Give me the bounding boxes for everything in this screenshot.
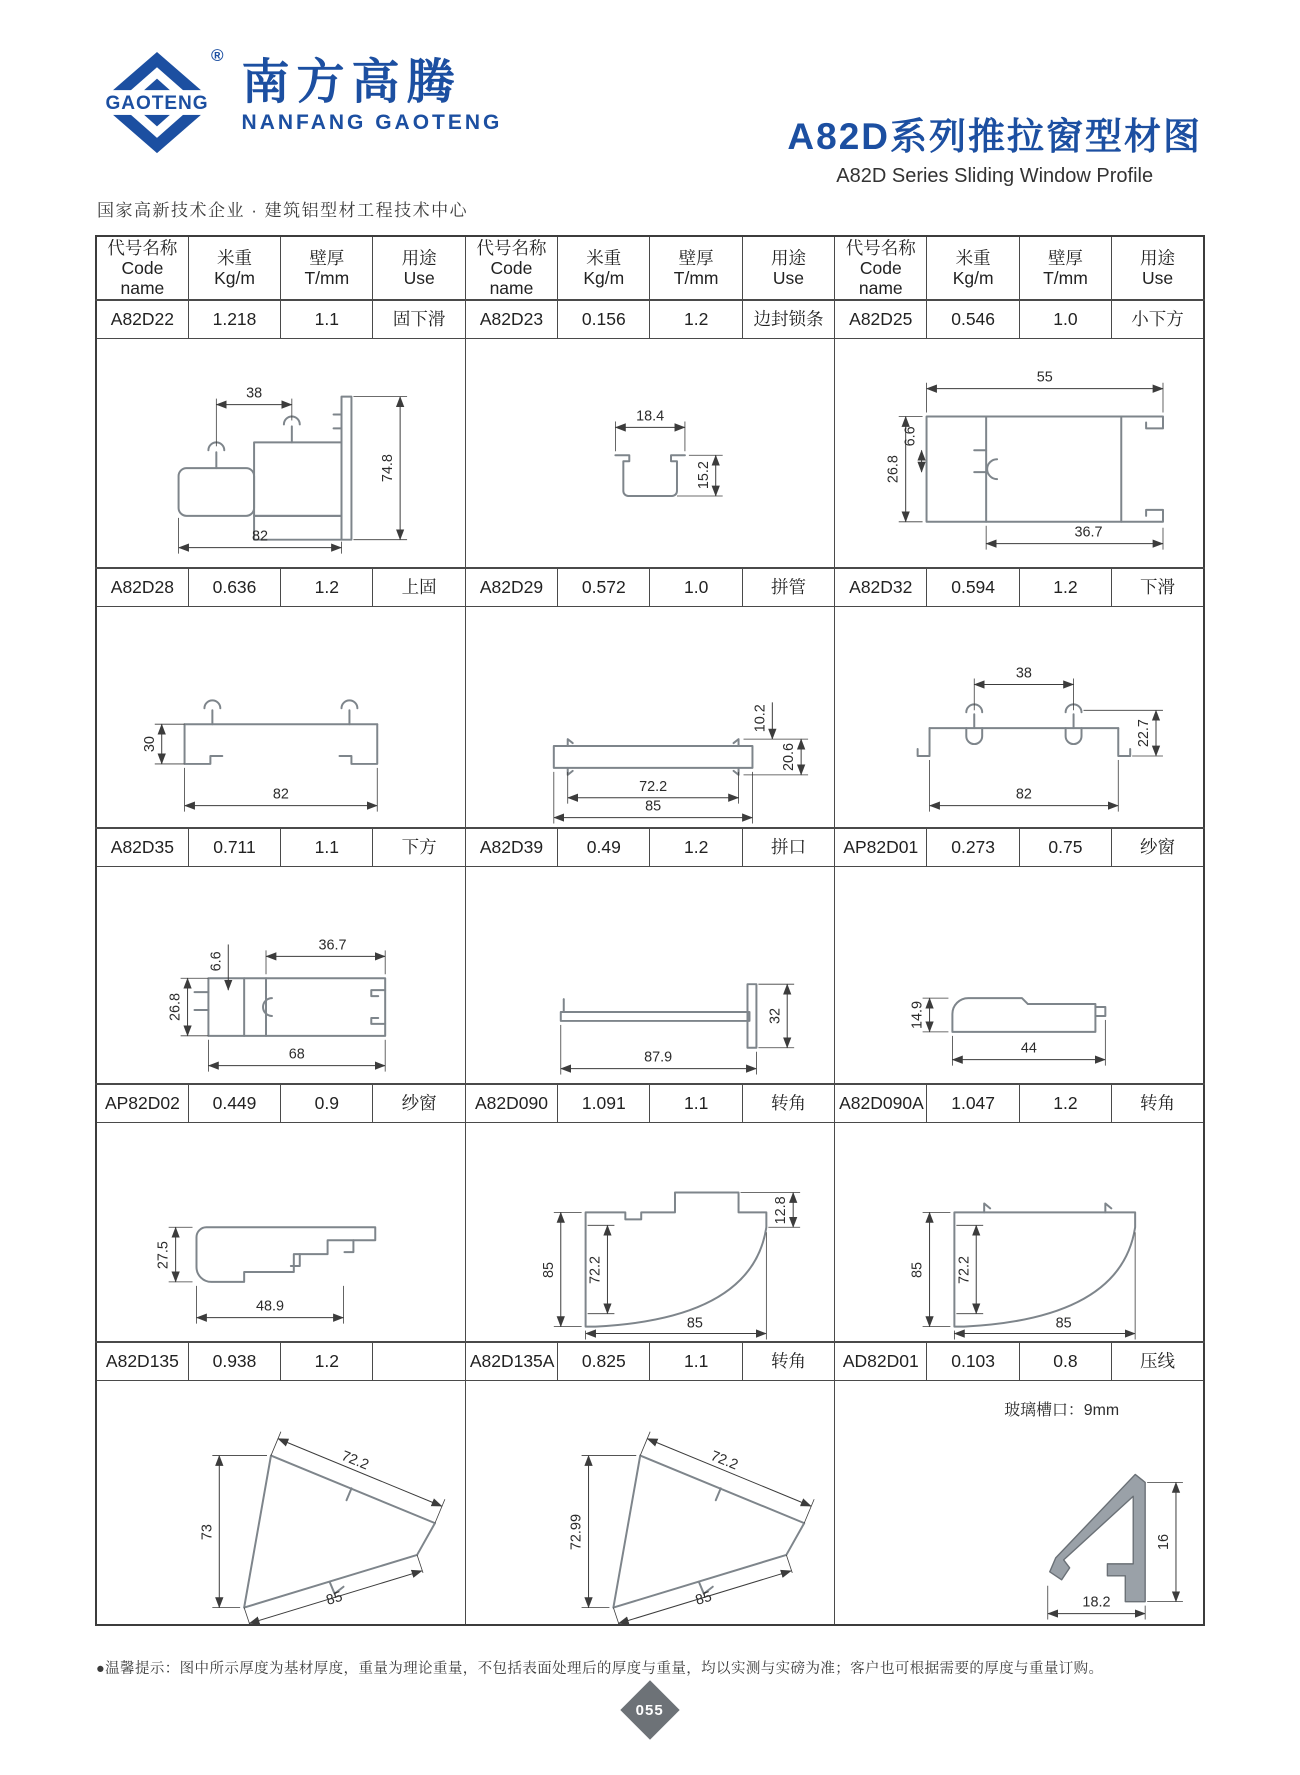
weight-cell: 1.091 (558, 1084, 650, 1122)
dim-label: 38 (246, 385, 263, 402)
profile-outline (196, 1227, 375, 1282)
header-thickness: 壁厚 T/mm (281, 236, 373, 300)
header-weight: 米重 Kg/m (558, 236, 650, 300)
profile-outline (585, 1192, 766, 1326)
code-cell: A82D135A (465, 1342, 557, 1380)
profile-outline (195, 978, 386, 1036)
drawing-a82d32 (835, 606, 1204, 828)
drawing-a82d090 (465, 1122, 834, 1342)
dimension-lines (199, 1431, 445, 1624)
dim-label: 26.8 (885, 454, 902, 483)
code-cell: A82D32 (835, 568, 927, 606)
dim-label: 73 (199, 1523, 216, 1540)
brand-logo-block (95, 46, 502, 160)
dim-label: 10.2 (752, 703, 769, 732)
profile-spec-table (95, 235, 1205, 1626)
dim-label: 82 (272, 786, 289, 803)
drawing-ap82d01 (835, 866, 1204, 1084)
page-title-cn: A82D系列推拉窗型材图 (787, 116, 1202, 157)
thickness-cell: 0.75 (1019, 828, 1111, 866)
profile-outline (554, 739, 753, 775)
weight-cell: 0.711 (188, 828, 280, 866)
dim-label: 72.2 (638, 778, 667, 795)
drawing-row (96, 866, 1204, 1084)
code-cell: A82D25 (835, 300, 927, 338)
dim-label: 30 (141, 735, 158, 752)
dim-label: 87.9 (643, 1049, 672, 1066)
dimension-lines (156, 1227, 344, 1323)
dim-label: 18.2 (1082, 1594, 1111, 1611)
use-cell: 小下方 (1112, 300, 1204, 338)
weight-cell: 0.594 (927, 568, 1019, 606)
header-thickness: 壁厚 T/mm (650, 236, 742, 300)
header-use: 用途 Use (742, 236, 834, 300)
profile-outline (613, 1455, 804, 1607)
dim-label: 26.8 (167, 992, 184, 1021)
use-cell: 纱窗 (373, 1084, 465, 1122)
profile-outline (244, 1455, 435, 1607)
use-cell: 边封锁条 (742, 300, 834, 338)
drawing-ap82d02 (96, 1122, 465, 1342)
dim-label: 6.6 (208, 950, 225, 971)
weight-cell: 1.218 (188, 300, 280, 338)
dim-label: 74.8 (380, 453, 397, 482)
dim-label: 68 (288, 1046, 305, 1063)
page-title-en: A82D Series Sliding Window Profile (836, 165, 1154, 187)
use-cell: 下滑 (1112, 568, 1204, 606)
page-number: 055 (635, 1701, 665, 1719)
dim-label: 38 (1016, 665, 1033, 682)
dim-label: 44 (1020, 1040, 1038, 1057)
drawing-ad82d01 (835, 1380, 1204, 1625)
thickness-cell: 1.0 (1019, 300, 1111, 338)
weight-cell: 0.449 (188, 1084, 280, 1122)
drawing-a82d29 (465, 606, 834, 828)
dim-label: 20.6 (780, 742, 797, 771)
thickness-cell: 1.0 (650, 568, 742, 606)
weight-cell: 0.636 (188, 568, 280, 606)
code-cell: A82D35 (96, 828, 188, 866)
dim-label: 14.9 (909, 1000, 926, 1029)
dim-label: 18.4 (635, 407, 664, 424)
code-cell: AP82D02 (96, 1084, 188, 1122)
dimension-lines (930, 665, 1163, 811)
use-cell: 纱窗 (1112, 828, 1204, 866)
code-cell: A82D23 (465, 300, 557, 338)
thickness-cell: 1.1 (281, 828, 373, 866)
code-cell: AP82D01 (835, 828, 927, 866)
profile-outline (615, 455, 685, 496)
header-weight: 米重 Kg/m (188, 236, 280, 300)
dim-label: 72.2 (338, 1447, 371, 1473)
dim-label: 85 (693, 1588, 714, 1609)
dimension-lines (554, 702, 808, 823)
dim-label: 22.7 (1136, 718, 1153, 747)
header-weight: 米重 Kg/m (927, 236, 1019, 300)
spec-row (96, 828, 1204, 866)
use-cell: 固下滑 (373, 300, 465, 338)
thickness-cell: 0.9 (281, 1084, 373, 1122)
profile-outline (953, 998, 1106, 1032)
drawing-a82d23 (465, 338, 834, 568)
use-cell: 压线 (1112, 1342, 1204, 1380)
profile-outline (1050, 1474, 1145, 1601)
dim-label: 6.6 (902, 425, 919, 446)
code-cell: A82D29 (465, 568, 557, 606)
gaoteng-diamond-logo-icon (95, 46, 219, 160)
dim-label: 85 (540, 1261, 557, 1278)
code-cell: A82D39 (465, 828, 557, 866)
weight-cell: 0.49 (558, 828, 650, 866)
dim-label: 72.2 (587, 1255, 604, 1284)
header-code: 代号名称 Code name (835, 236, 927, 300)
dim-label: 82 (252, 528, 269, 545)
drawing-a82d25 (835, 338, 1204, 568)
dimension-lines (142, 724, 377, 811)
thickness-cell: 1.2 (650, 300, 742, 338)
brand-name-cn: 南方高腾 (241, 56, 462, 109)
thickness-cell: 1.1 (650, 1342, 742, 1380)
header-use: 用途 Use (373, 236, 465, 300)
thickness-cell: 1.2 (281, 568, 373, 606)
header-code: 代号名称 Code name (96, 236, 188, 300)
dim-label: 32 (767, 1007, 784, 1024)
thickness-cell: 1.1 (650, 1084, 742, 1122)
thickness-cell: 1.2 (650, 828, 742, 866)
drawing-a82d22 (96, 338, 465, 568)
weight-cell: 0.825 (558, 1342, 650, 1380)
drawing-a82d135a (465, 1380, 834, 1625)
page-number-badge (620, 1680, 679, 1739)
code-cell: A82D28 (96, 568, 188, 606)
profile-outline (927, 416, 1163, 521)
weight-cell: 0.273 (927, 828, 1019, 866)
use-cell: 下方 (373, 828, 465, 866)
dim-label: 16 (1156, 1533, 1173, 1550)
drawing-row (96, 1380, 1204, 1625)
weight-cell: 1.047 (927, 1084, 1019, 1122)
header-use: 用途 Use (1112, 236, 1204, 300)
dim-label: 12.8 (773, 1195, 790, 1224)
thickness-cell: 1.2 (1019, 568, 1111, 606)
dim-label: 85 (324, 1588, 345, 1609)
dim-label: 36.7 (318, 936, 347, 953)
drawing-a82d35 (96, 866, 465, 1084)
use-cell: 上固 (373, 568, 465, 606)
profile-outline (918, 704, 1131, 756)
dimension-lines (615, 408, 722, 496)
code-cell: AD82D01 (835, 1342, 927, 1380)
dim-label: 72.99 (568, 1513, 585, 1550)
logo-wordmark: GAOTENG (105, 93, 209, 115)
spec-row (96, 1084, 1204, 1122)
dim-label: 85 (1055, 1315, 1072, 1332)
code-cell: A82D22 (96, 300, 188, 338)
thickness-cell: 1.1 (281, 300, 373, 338)
header-code: 代号名称 Code name (465, 236, 557, 300)
page-title (787, 106, 1202, 188)
use-cell: 转角 (742, 1084, 834, 1122)
dimension-lines (179, 385, 408, 553)
profile-outline (185, 700, 378, 764)
profile-outline (955, 1203, 1136, 1326)
dim-label: 36.7 (1074, 524, 1103, 541)
brand-name-en: NANFANG GAOTENG (241, 111, 503, 135)
use-cell: 拼口 (742, 828, 834, 866)
weight-cell: 0.156 (558, 300, 650, 338)
dim-label: 85 (909, 1261, 926, 1278)
thickness-cell: 1.2 (281, 1342, 373, 1380)
code-cell: A82D135 (96, 1342, 188, 1380)
table-header-row (96, 236, 1204, 300)
spec-row (96, 300, 1204, 338)
dim-label: 72.2 (956, 1255, 973, 1284)
dim-label: 82 (1016, 786, 1033, 803)
spec-row (96, 1342, 1204, 1380)
dim-label: 72.2 (708, 1447, 741, 1473)
weight-cell: 0.103 (927, 1342, 1019, 1380)
drawing-row (96, 338, 1204, 568)
dim-label: 85 (644, 798, 661, 815)
drawing-a82d090a (835, 1122, 1204, 1342)
dimension-lines (541, 1192, 800, 1339)
use-cell: 拼管 (742, 568, 834, 606)
registered-trademark-icon: ® (211, 46, 224, 65)
dim-label: 15.2 (695, 460, 712, 489)
footer-note: ●温馨提示：图中所示厚度为基材厚度，重量为理论重量，不包括表面处理后的厚度与重量，均以实测与实磅为准；客户也可根据需要的厚度与重量订购。 (96, 1661, 1104, 1677)
code-cell: A82D090A (835, 1084, 927, 1122)
thickness-cell: 1.2 (1019, 1084, 1111, 1122)
drawing-a82d28 (96, 606, 465, 828)
weight-cell: 0.572 (558, 568, 650, 606)
dimension-lines (568, 1431, 814, 1624)
dimension-lines (561, 984, 794, 1074)
use-cell (373, 1342, 465, 1380)
brand-names (242, 58, 503, 135)
brand-tagline: 国家高新技术企业 · 建筑铝型材工程技术中心 (97, 201, 469, 220)
profile-outline (179, 396, 352, 539)
drawing-a82d39 (465, 866, 834, 1084)
dim-label: 27.5 (155, 1240, 172, 1269)
code-cell: A82D090 (465, 1084, 557, 1122)
drawing-row (96, 606, 1204, 828)
weight-cell: 0.938 (188, 1342, 280, 1380)
drawing-row (96, 1122, 1204, 1342)
use-cell: 转角 (1112, 1084, 1204, 1122)
glass-groove-note: 玻璃槽口：9mm (1004, 1401, 1120, 1419)
use-cell: 转角 (742, 1342, 834, 1380)
weight-cell: 0.546 (927, 300, 1019, 338)
dimension-lines (168, 937, 386, 1071)
dim-label: 85 (686, 1315, 703, 1332)
thickness-cell: 0.8 (1019, 1342, 1111, 1380)
profile-outline (561, 984, 757, 1048)
spec-row (96, 568, 1204, 606)
drawing-a82d135 (96, 1380, 465, 1625)
dim-label: 48.9 (255, 1298, 284, 1315)
dim-label: 55 (1036, 369, 1053, 386)
header-thickness: 壁厚 T/mm (1019, 236, 1111, 300)
